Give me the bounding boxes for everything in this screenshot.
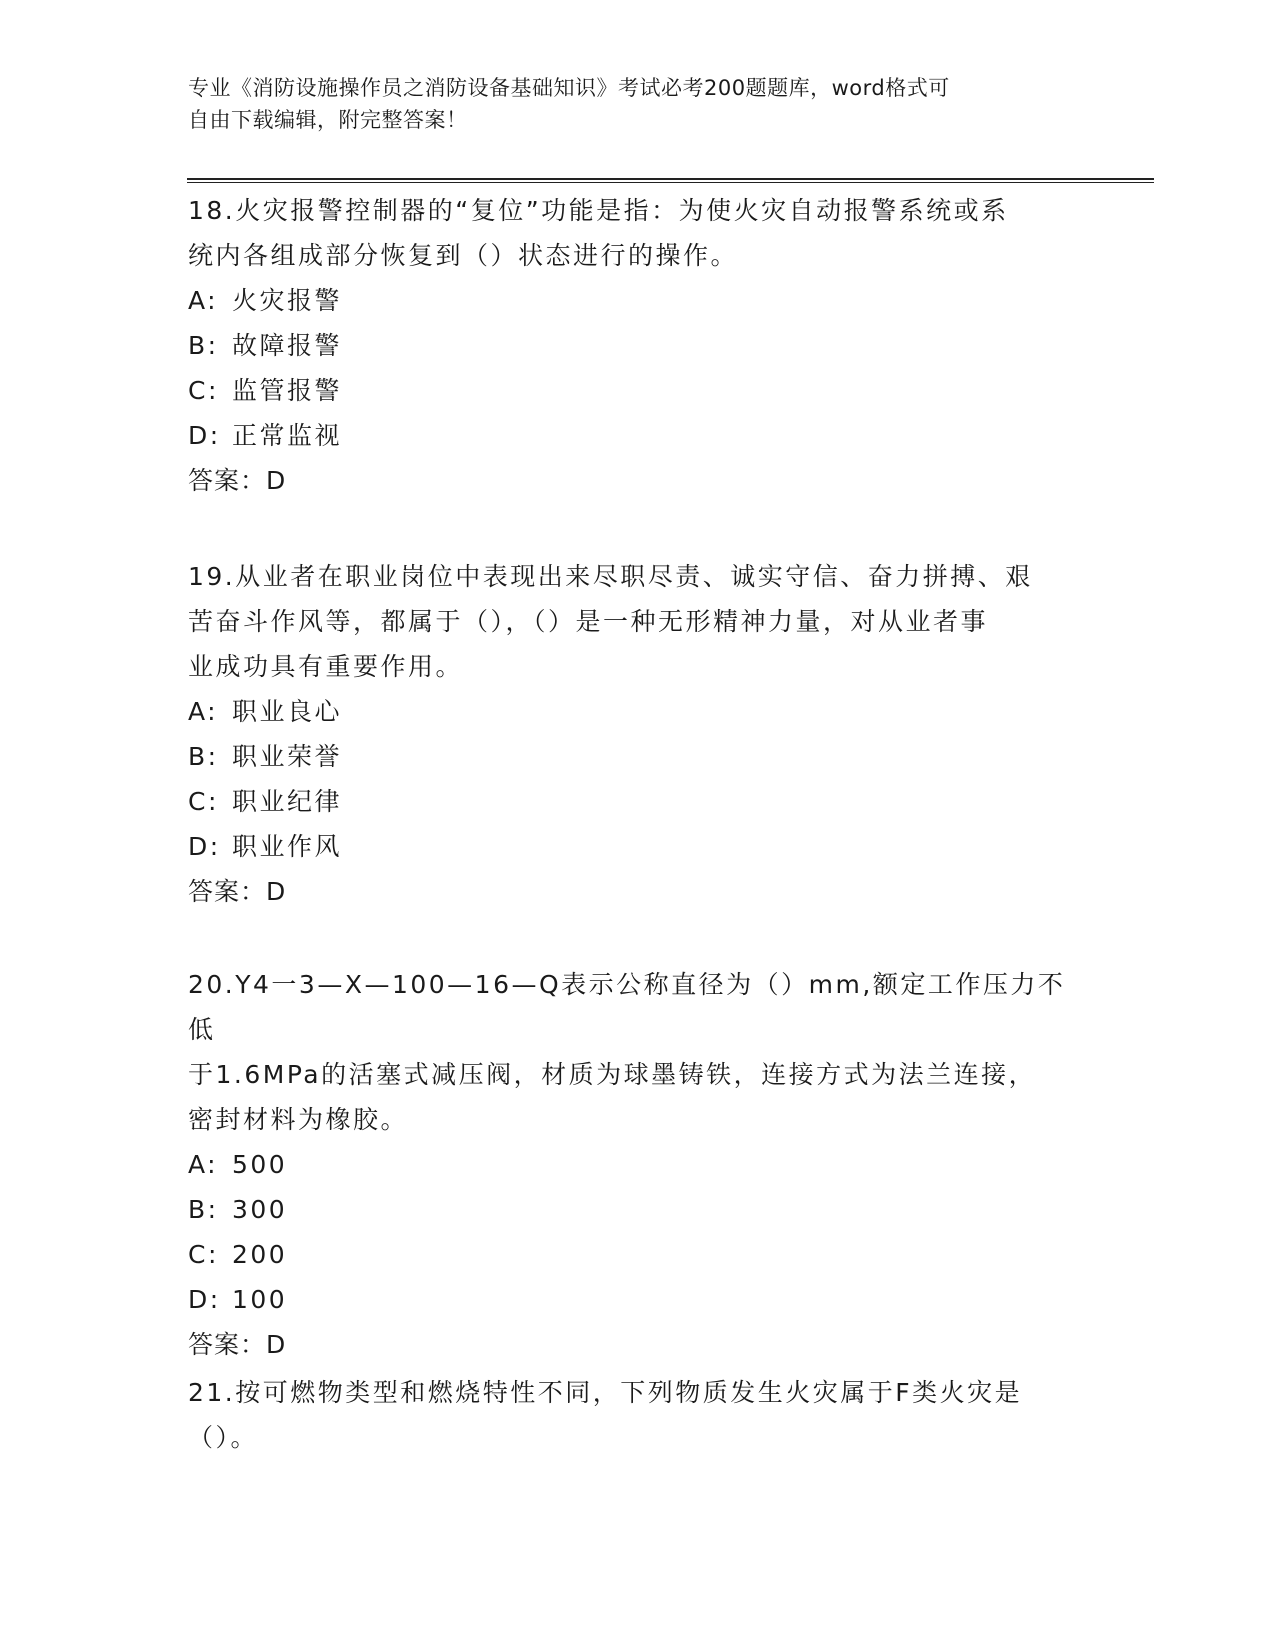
question-stem-line: 密封材料为橡胶。 [188, 1105, 409, 1134]
option-text: 正常监视 [232, 421, 343, 450]
header-line-2: 自由下载编辑，附完整答案！ [188, 108, 468, 132]
answer-line: 答案：D [188, 877, 287, 906]
option-text: 100 [232, 1285, 288, 1314]
option-b [188, 734, 1088, 779]
question-stem-line: 18.火灾报警控制器的“复位”功能是指：为使火灾自动报警系统或系 [188, 196, 1009, 225]
option-text: 300 [232, 1195, 288, 1224]
answer-line: 答案：D [188, 1330, 287, 1359]
document-header [188, 72, 1068, 136]
option-letter: C: [188, 1240, 219, 1269]
option-c [188, 779, 1088, 824]
question-stem-line: 苦奋斗作风等，都属于（），（）是一种无形精神力量，对从业者事 [188, 607, 989, 636]
option-text: 职业纪律 [232, 787, 343, 816]
header-divider [187, 178, 1154, 183]
option-text: 火灾报警 [232, 286, 343, 315]
question-19 [188, 554, 1088, 914]
option-letter: D: [188, 421, 221, 450]
question-stem-line: 业成功具有重要作用。 [188, 652, 464, 681]
question-stem-line: 21.按可燃物类型和燃烧特性不同，下列物质发生火灾属于F类火灾是 [188, 1378, 1023, 1407]
answer-line: 答案：D [188, 466, 287, 495]
option-letter: A: [188, 1150, 219, 1179]
option-text: 故障报警 [232, 331, 343, 360]
question-20 [188, 962, 1088, 1367]
option-letter: C: [188, 376, 219, 405]
option-a [188, 1142, 1088, 1187]
question-stem-line: 统内各组成部分恢复到（）状态进行的操作。 [188, 241, 739, 270]
option-letter: D: [188, 832, 221, 861]
question-stem-line: 19.从业者在职业岗位中表现出来尽职尽责、诚实守信、奋力拼搏、艰 [188, 562, 1033, 591]
option-d [188, 824, 1088, 869]
option-b [188, 1187, 1088, 1232]
question-21 [188, 1370, 1088, 1460]
option-letter: D: [188, 1285, 221, 1314]
option-letter: A: [188, 286, 219, 315]
option-a [188, 689, 1088, 734]
option-a [188, 278, 1088, 323]
option-letter: B: [188, 742, 219, 771]
question-18 [188, 188, 1088, 503]
option-text: 职业作风 [232, 832, 343, 861]
option-text: 200 [232, 1240, 288, 1269]
header-line-1: 专业《消防设施操作员之消防设备基础知识》考试必考200题题库，word格式可 [188, 76, 950, 100]
option-c [188, 368, 1088, 413]
option-c [188, 1232, 1088, 1277]
question-stem-line: 20.Y4一3—X—100—16—Q表示公称直径为（）mm,额定工作压力不低 [188, 970, 1066, 1044]
option-d [188, 413, 1088, 458]
option-letter: A: [188, 697, 219, 726]
option-letter: B: [188, 331, 219, 360]
question-stem-line: 于1.6MPa的活塞式减压阀，材质为球墨铸铁，连接方式为法兰连接， [188, 1060, 1037, 1089]
option-text: 监管报警 [232, 376, 343, 405]
option-text: 500 [232, 1150, 288, 1179]
option-d [188, 1277, 1088, 1322]
option-text: 职业良心 [232, 697, 343, 726]
option-letter: C: [188, 787, 219, 816]
question-stem-line: （）。 [188, 1423, 259, 1452]
option-b [188, 323, 1088, 368]
option-text: 职业荣誉 [232, 742, 343, 771]
option-letter: B: [188, 1195, 219, 1224]
